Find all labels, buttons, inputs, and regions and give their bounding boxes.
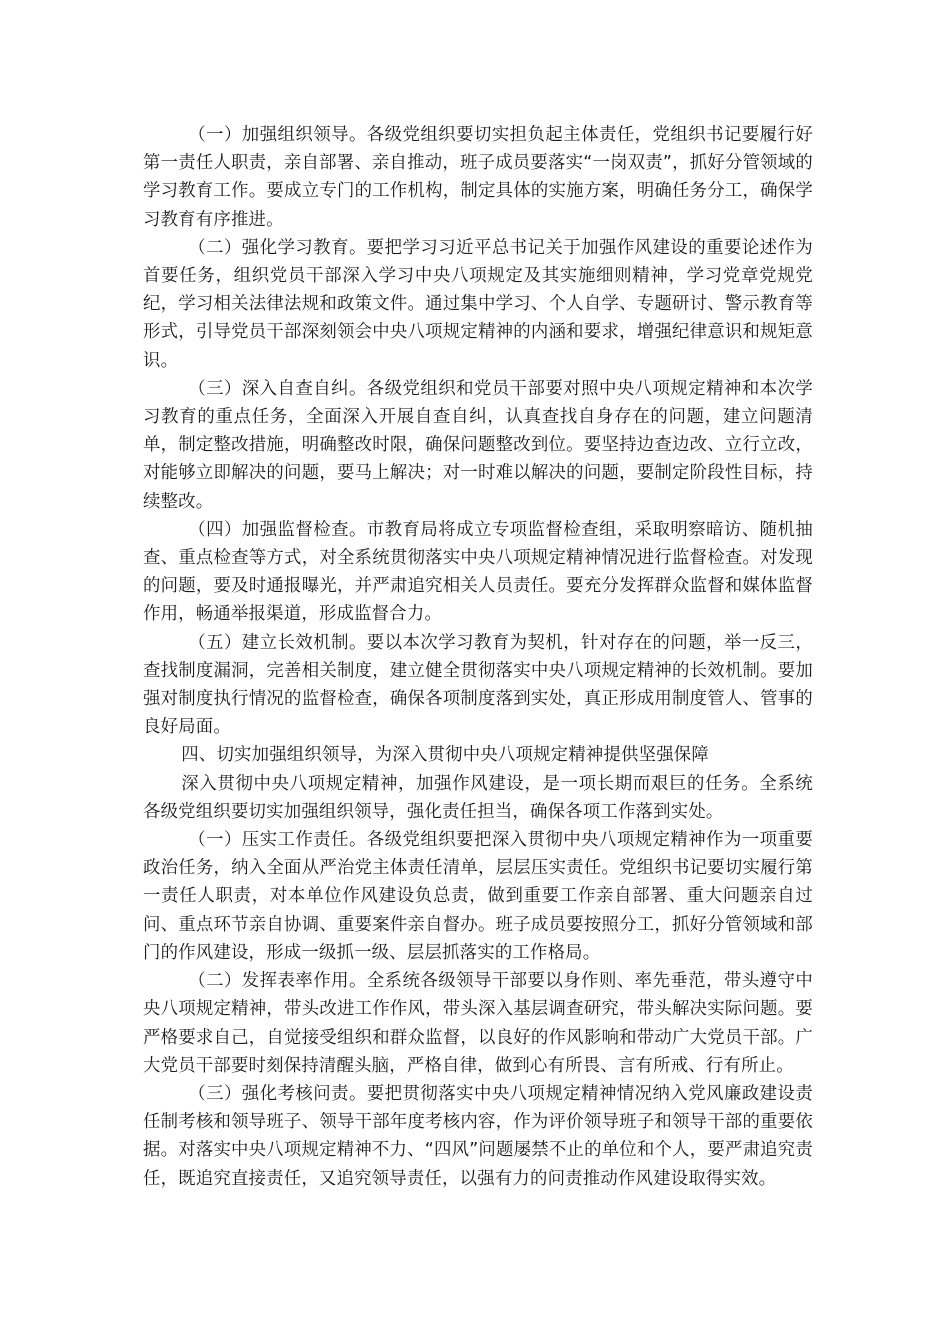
paragraph-3: （三）深入自查自纠。各级党组织和党员干部要对照中央八项规定精神和本次学习教育的重点任务，全面深入开展自查自纠，认真查找自身存在的问题，建立问题清单，制定整改措施，明确整改时限，确保问题整改到位。要坚持边查边改、立行立改，对能够立即解决的问题，要马上解决；对一时难以解决的问题，要制定阶段性目标，持续整改。 <box>143 378 813 512</box>
paragraph-7: （二）发挥表率作用。全系统各级领导干部要以身作则、率先垂范，带头遵守中央八项规定精神，带头改进工作作风，带头深入基层调查研究，带头解决实际问题。要严格要求自己，自觉接受组织和群众监督，以良好的作风影响和带动广大党员干部。广大党员干部要时刻保持清醒头脑，严格自律，做到心有所畏、言有所戒、行有所止。 <box>143 971 813 1076</box>
paragraph-6: （一）压实工作责任。各级党组织要把深入贯彻中央八项规定精神作为一项重要政治任务，纳入全面从严治党主体责任清单，层层压实责任。党组织书记要切实履行第一责任人职责，对本单位作风建设负总责，做到重要工作亲自部署、重大问题亲自过问、重点环节亲自协调、重要案件亲自督办。班子成员要按照分工，抓好分管领域和部门的作风建设，形成一级抓一级、层层抓落实的工作格局。 <box>143 830 813 963</box>
section-heading: 四、切实加强组织领导，为深入贯彻中央八项规定精神提供坚强保障 <box>181 745 709 766</box>
paragraph-1: （一）加强组织领导。各级党组织要切实担负起主体责任，党组织书记要履行好第一责任人职责，亲自部署、亲自推动，班子成员要落实“一岗双责”，抓好分管领域的学习教育工作。要成立专门的工作机构，制定具体的实施方案，明确任务分工，确保学习教育有序推进。 <box>143 125 813 230</box>
paragraph-2: （二）强化学习教育。要把学习习近平总书记关于加强作风建设的重要论述作为首要任务，组织党员干部深入学习中央八项规定及其实施细则精神，学习党章党规党纪，学习相关法律法规和政策文件。通过集中学习、个人自学、专题研讨、警示教育等形式，引导党员干部深刻领会中央八项规定精神的内涵和要求，增强纪律意识和规矩意识。 <box>143 237 813 371</box>
section-intro: 深入贯彻中央八项规定精神，加强作风建设，是一项长期而艰巨的任务。全系统各级党组织要切实加强组织领导，强化责任担当，确保各项工作落到实处。 <box>143 773 813 822</box>
paragraph-8: （三）强化考核问责。要把贯彻落实中央八项规定精神情况纳入党风廉政建设责任制考核和领导班子、领导干部年度考核内容，作为评价领导班子和领导干部的重要依据。对落实中央八项规定精神不力、“四风”问题屡禁不止的单位和个人，要严肃追究责任，既追究直接责任，又追究领导责任，以强有力的问责推动作风建设取得实效。 <box>143 1083 813 1189</box>
paragraph-4: （四）加强监督检查。市教育局将成立专项监督检查组，采取明察暗访、随机抽查、重点检查等方式，对全系统贯彻落实中央八项规定精神情况进行监督检查。对发现的问题，要及时通报曝光，并严肃追究相关人员责任。要充分发挥群众监督和媒体监督作用，畅通举报渠道，形成监督合力。 <box>143 519 813 625</box>
paragraph-5: （五）建立长效机制。要以本次学习教育为契机，针对存在的问题，举一反三，查找制度漏洞，完善相关制度，建立健全贯彻落实中央八项规定精神的长效机制。要加强对制度执行情况的监督检查，确保各项制度落到实处，真正形成用制度管人、管事的良好局面。 <box>143 632 813 738</box>
document-body <box>143 121 813 1193</box>
